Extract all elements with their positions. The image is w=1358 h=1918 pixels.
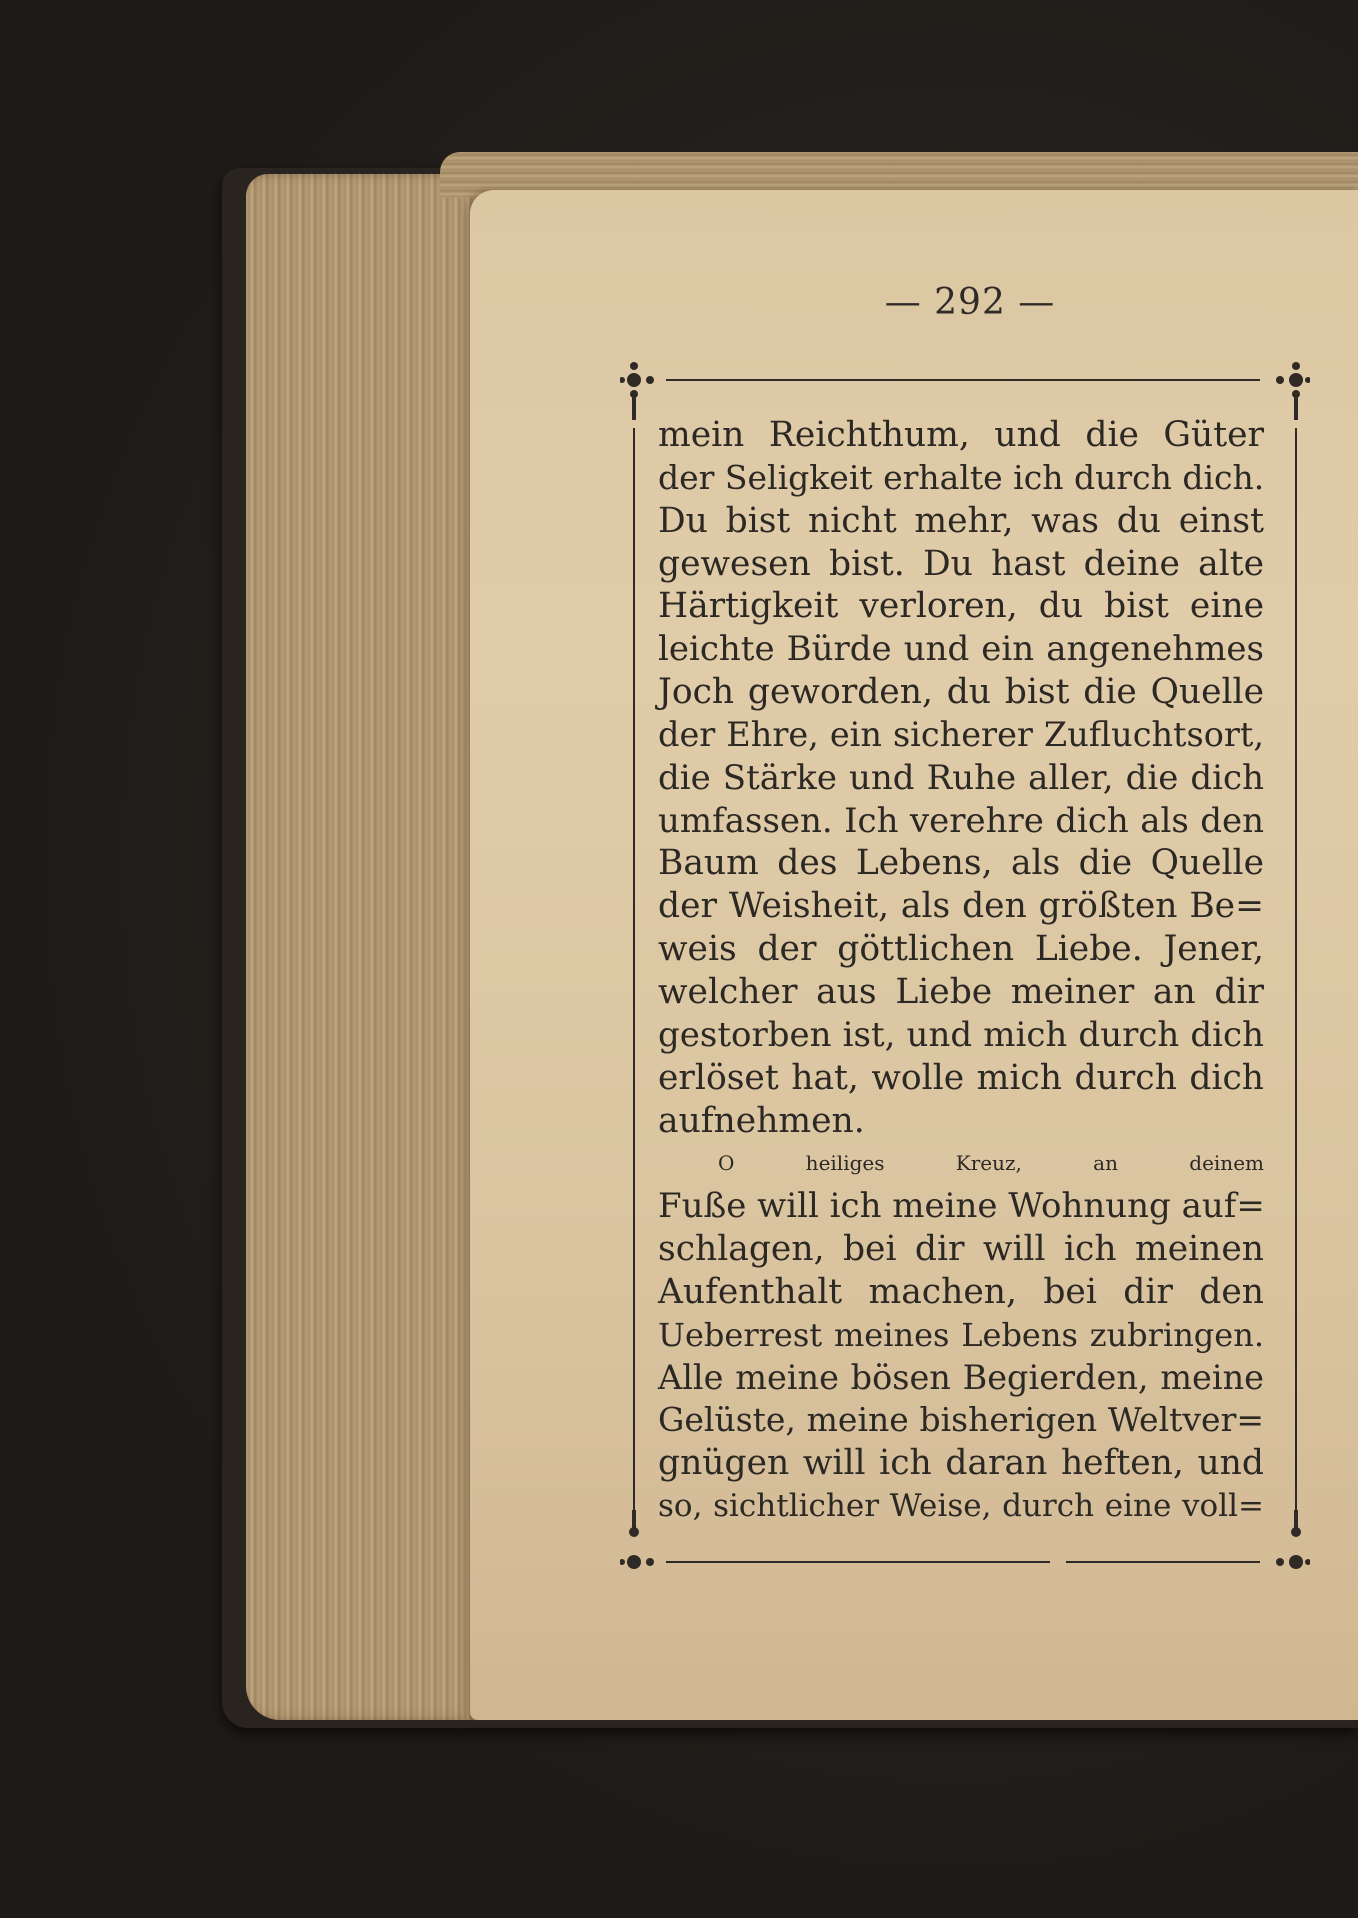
- text-line: erlöset hat, wolle mich durch dich: [658, 1057, 1264, 1098]
- text-line: Gelüste, meine bisherigen Weltver=: [658, 1400, 1264, 1440]
- text-line: Alle meine bösen Begierden, meine: [658, 1357, 1264, 1397]
- text-line: so, sichtlicher Weise, durch eine voll=: [658, 1488, 1264, 1525]
- page-number: — 292 —: [884, 282, 1056, 323]
- text-line: weis der göttlichen Liebe. Jener,: [658, 929, 1264, 970]
- text-line: Ueberrest meines Lebens zubringen.: [658, 1315, 1264, 1354]
- page-fore-edge: [246, 174, 486, 1720]
- text-line: welcher aus Liebe meiner an dir: [658, 971, 1264, 1012]
- text-line: Du bist nicht mehr, was du einst: [658, 500, 1264, 541]
- text-line: die Stärke und Ruhe aller, die dich: [658, 757, 1264, 798]
- text-line: Baum des Lebens, als die Quelle: [658, 843, 1264, 884]
- text-line: Joch geworden, du bist die Quelle: [658, 672, 1264, 713]
- text-line: aufnehmen.: [658, 1100, 865, 1141]
- text-line: der Ehre, ein sicherer Zufluchtsort,: [658, 714, 1264, 754]
- text-line: Aufenthalt machen, bei dir den: [658, 1271, 1264, 1312]
- text-line: Härtigkeit verloren, du bist eine: [658, 586, 1264, 627]
- text-line: umfassen. Ich verehre dich als den: [658, 800, 1264, 841]
- text-line: der Seligkeit erhalte ich durch dich.: [658, 457, 1265, 497]
- text-line: schlagen, bei dir will ich meinen: [658, 1229, 1264, 1270]
- text-line: mein Reichthum, und die Güter: [658, 415, 1264, 455]
- page-body-text: [658, 414, 1264, 1528]
- text-line: gnügen will ich daran heften, und: [658, 1443, 1264, 1484]
- text-line: der Weisheit, als den größten Be=: [658, 886, 1264, 927]
- text-line: leichte Bürde und ein angenehmes: [658, 629, 1264, 670]
- text-line: O heiliges Kreuz, an deinem: [718, 1151, 1264, 1176]
- text-line: gewesen bist. Du hast deine alte: [658, 543, 1264, 584]
- text-line: gestorben ist, und mich durch dich: [658, 1014, 1264, 1055]
- text-line: Fuße will ich meine Wohnung auf=: [658, 1186, 1265, 1227]
